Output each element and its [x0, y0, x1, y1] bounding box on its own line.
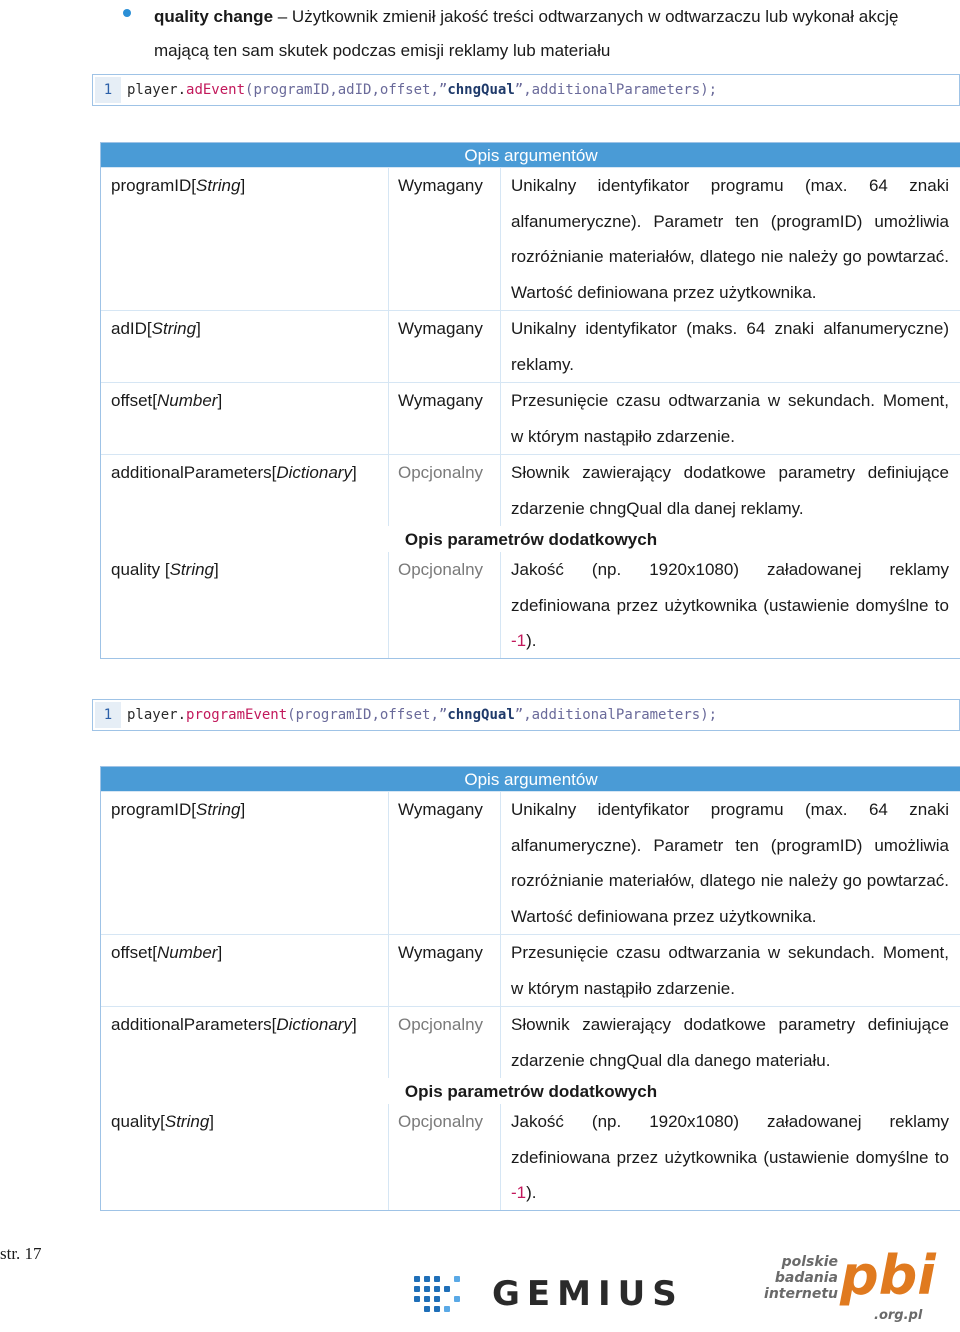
code-object: player. — [127, 82, 187, 98]
param-requirement: Opcjonalny — [398, 1112, 484, 1131]
table-row — [101, 934, 960, 1006]
code-args-close: ”,additionalParameters); — [514, 82, 718, 98]
code-snippet-program-event — [92, 699, 960, 731]
code-method: programEvent — [186, 707, 288, 723]
param-name: additionalParameters[Dictionary] — [111, 463, 357, 482]
table-row — [101, 1006, 960, 1078]
param-description: Unikalny identyfikator programu (max. 64 znaki alfanumeryczne). Parametr ten (programID) umożliwia rozróżnianie materiałów, dlatego nie należy go powtarzać. Wartość definiowana przez użytkownika. — [511, 176, 949, 302]
param-name: additionalParameters[Dictionary] — [111, 1015, 357, 1034]
arguments-table-ad-event — [100, 142, 960, 659]
param-description: Unikalny identyfikator programu (max. 64 znaki alfanumeryczne). Parametr ten (programID) umożliwia rozróżnianie materiałów, dlatego nie należy go powtarzać. Wartość definiowana przez użytkownika. — [511, 800, 949, 926]
param-requirement: Wymagany — [398, 800, 483, 819]
pbi-domain: .org.pl — [874, 1308, 923, 1323]
code-args-open: (programID,adID,offset,” — [245, 82, 448, 98]
gemius-wordmark: GEMIUS — [492, 1274, 684, 1314]
param-description: Jakość (np. 1920x1080) załadowanej reklamy zdefiniowana przez użytkownika (ustawienie domyślne to -1). — [511, 1112, 949, 1202]
page-number: str. 17 — [0, 1244, 42, 1263]
table-row — [101, 551, 960, 658]
code-args-close: ”,additionalParameters); — [514, 707, 718, 723]
table-row — [101, 382, 960, 454]
line-number: 1 — [95, 77, 121, 103]
line-number: 1 — [95, 702, 121, 728]
param-requirement: Wymagany — [398, 391, 483, 410]
pbi-mark: pbi — [840, 1244, 936, 1307]
param-description: Przesunięcie czasu odtwarzania w sekundach. Moment, w którym nastąpiło zdarzenie. — [511, 943, 949, 998]
gemius-logo — [414, 1272, 689, 1316]
param-name: adID[String] — [111, 319, 201, 338]
table-subheader: Opis parametrów dodatkowych — [101, 526, 960, 551]
code-args-open: (programID,offset,” — [287, 707, 448, 723]
table-row — [101, 310, 960, 382]
pbi-text-line3: internetu — [764, 1286, 838, 1302]
arguments-table-program-event — [100, 766, 960, 1211]
pbi-text-line1: polskie — [781, 1254, 838, 1270]
param-description: Słownik zawierający dodatkowe parametry definiujące zdarzenie chngQual dla danego materiału. — [511, 1015, 949, 1070]
param-requirement: Wymagany — [398, 176, 483, 195]
param-requirement: Wymagany — [398, 943, 483, 962]
table-header: Opis argumentów — [101, 767, 960, 791]
param-name: programID[String] — [111, 800, 246, 819]
code-line — [127, 700, 717, 730]
code-snippet-ad-event — [92, 74, 960, 106]
table-row — [101, 167, 960, 310]
param-description: Słownik zawierający dodatkowe parametry definiujące zdarzenie chngQual dla danej reklamy. — [511, 463, 949, 518]
param-name: offset[Number] — [111, 391, 223, 410]
pbi-text-line2: badania — [774, 1270, 838, 1286]
param-description: Przesunięcie czasu odtwarzania w sekundach. Moment, w którym nastąpiło zdarzenie. — [511, 391, 949, 446]
pbi-logo — [762, 1244, 942, 1330]
param-name: quality[String] — [111, 1112, 215, 1131]
bullet-dot-icon — [123, 9, 131, 17]
param-name: quality [String] — [111, 560, 219, 579]
param-requirement: Opcjonalny — [398, 1015, 484, 1034]
bullet-description: – Użytkownik zmienił jakość treści odtwarzanych w odtwarzaczu lub wykonał akcję mającą ten sam skutek podczas emisji reklamy lub materiału — [154, 7, 899, 60]
param-name: programID[String] — [111, 176, 246, 195]
table-row — [101, 454, 960, 526]
table-row — [101, 791, 960, 934]
param-description: Jakość (np. 1920x1080) załadowanej reklamy zdefiniowana przez użytkownika (ustawienie domyślne to -1). — [511, 560, 949, 650]
code-object: player. — [127, 707, 187, 723]
param-requirement: Opcjonalny — [398, 560, 484, 579]
table-subheader: Opis parametrów dodatkowych — [101, 1078, 960, 1103]
param-requirement: Opcjonalny — [398, 463, 484, 482]
bullet-term: quality change — [154, 7, 274, 26]
param-name: offset[Number] — [111, 943, 223, 962]
code-event-name: chngQual — [447, 707, 515, 723]
table-row — [101, 1103, 960, 1210]
table-header: Opis argumentów — [101, 143, 960, 167]
param-requirement: Wymagany — [398, 319, 483, 338]
code-line — [127, 75, 717, 105]
code-event-name: chngQual — [447, 82, 515, 98]
code-method: adEvent — [186, 82, 246, 98]
bullet-text — [154, 0, 954, 68]
param-description: Unikalny identyfikator (maks. 64 znaki alfanumeryczne) reklamy. — [511, 319, 949, 374]
